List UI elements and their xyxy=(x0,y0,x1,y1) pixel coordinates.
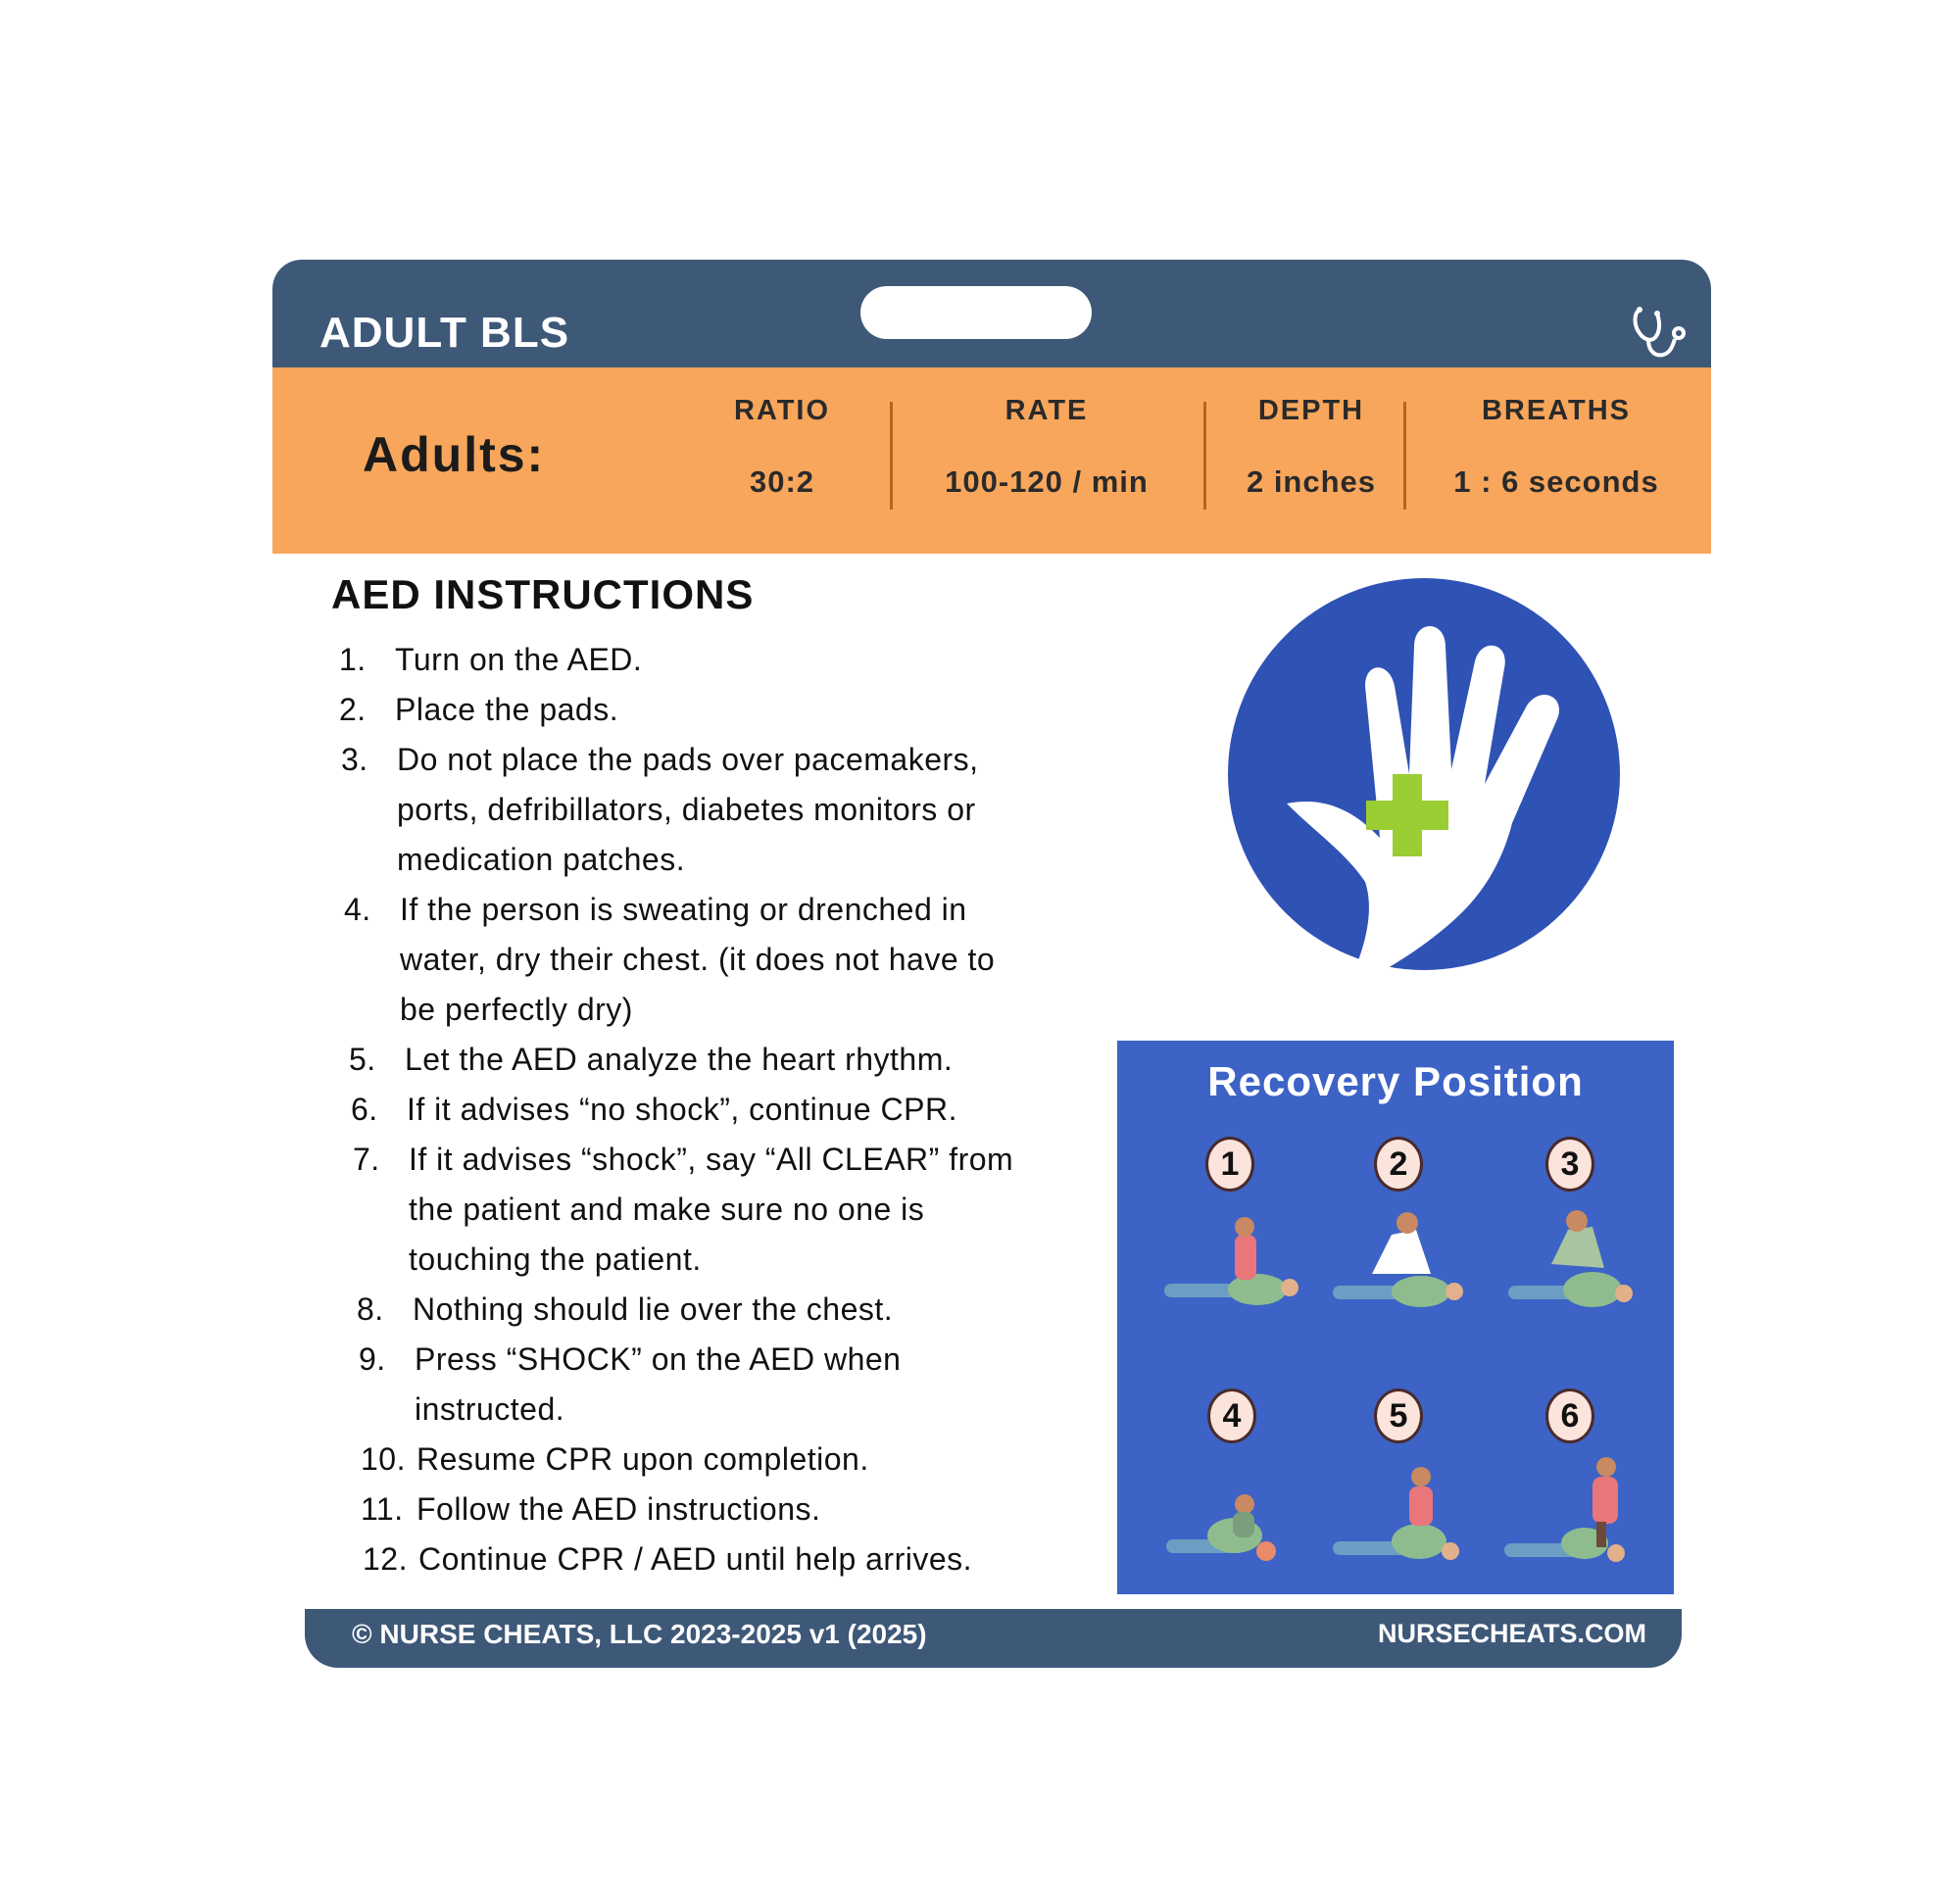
website-text: NURSECHEATS.COM xyxy=(1377,1619,1646,1648)
column-divider xyxy=(1403,402,1406,510)
aed-step-text: Place the pads. xyxy=(395,692,619,727)
aed-step-text: Let the AED analyze the heart rhythm. xyxy=(405,1042,954,1077)
adults-label: Adults: xyxy=(363,427,546,482)
depth-value: 2 inches xyxy=(1246,464,1377,499)
aed-step-text: Press “SHOCK” on the AED when xyxy=(415,1341,902,1377)
lanyard-slot xyxy=(860,286,1092,339)
cpr-summary-band xyxy=(272,367,1711,554)
aed-step-text: Turn on the AED. xyxy=(395,642,643,677)
aed-step-number: 2. xyxy=(339,692,367,727)
depth-heading: DEPTH xyxy=(1257,395,1365,426)
recovery-step-illustration xyxy=(1323,1205,1470,1323)
aed-step-text: be perfectly dry) xyxy=(400,992,633,1027)
aed-step xyxy=(361,1485,1013,1535)
aed-step-text: ports, defribillators, diabetes monitors or xyxy=(397,792,976,827)
recovery-step-5 xyxy=(1323,1388,1470,1584)
aed-step xyxy=(361,1435,1013,1485)
breaths-heading: BREATHS xyxy=(1481,395,1632,426)
aed-step-text: water, dry their chest. (it does not have to xyxy=(400,942,996,977)
step-number-badge: 2 xyxy=(1374,1137,1423,1192)
recovery-position-title: Recovery Position xyxy=(1207,1058,1584,1104)
aed-step-text: Continue CPR / AED until help arrives. xyxy=(418,1541,973,1577)
aed-step-text: If the person is sweating or drenched in xyxy=(400,892,967,927)
recovery-step-illustration xyxy=(1154,1205,1301,1323)
aed-step-text: medication patches. xyxy=(397,842,686,877)
card-footer xyxy=(305,1609,1682,1668)
aed-step xyxy=(363,1535,1013,1584)
aed-steps-list xyxy=(339,635,1013,1584)
recovery-step-illustration xyxy=(1323,1457,1470,1575)
aed-step-text: Do not place the pads over pacemakers, xyxy=(397,742,979,777)
step-number-badge: 1 xyxy=(1205,1137,1254,1192)
rate-heading: RATE xyxy=(1004,395,1089,426)
stethoscope-icon xyxy=(1630,304,1690,363)
aed-step-text: Nothing should lie over the chest. xyxy=(413,1291,894,1327)
recovery-position-panel xyxy=(1117,1041,1674,1594)
recovery-step-6 xyxy=(1494,1388,1642,1584)
aed-step xyxy=(341,735,1013,885)
aed-step-text: Resume CPR upon completion. xyxy=(416,1441,869,1477)
aed-step-number: 12. xyxy=(363,1541,408,1577)
column-divider xyxy=(1203,402,1206,510)
recovery-step-illustration xyxy=(1156,1457,1303,1575)
recovery-step-3 xyxy=(1494,1137,1642,1333)
card-title: ADULT BLS xyxy=(319,309,570,357)
breaths-value: 1 : 6 seconds xyxy=(1453,464,1659,499)
depth-column xyxy=(1213,395,1409,500)
column-divider xyxy=(890,402,893,510)
aed-step-number: 4. xyxy=(344,892,371,927)
recovery-step-2 xyxy=(1323,1137,1470,1333)
ratio-value: 30:2 xyxy=(749,464,815,499)
aed-step-text: If it advises “no shock”, continue CPR. xyxy=(407,1092,957,1127)
aed-step-number: 6. xyxy=(351,1092,378,1127)
breaths-column xyxy=(1419,395,1693,500)
aed-step xyxy=(339,685,1013,735)
aed-step-text: If it advises “shock”, say “All CLEAR” from xyxy=(409,1142,1014,1177)
rate-value: 100-120 / min xyxy=(945,464,1149,499)
recovery-step-1 xyxy=(1154,1137,1301,1333)
aed-step xyxy=(357,1285,1013,1335)
recovery-step-illustration xyxy=(1494,1457,1642,1575)
aed-step-number: 7. xyxy=(353,1142,380,1177)
aed-step xyxy=(351,1085,1013,1135)
aed-step-number: 11. xyxy=(361,1491,404,1527)
aed-step xyxy=(339,635,1013,685)
bls-card xyxy=(272,260,1711,1671)
hand-cross-logo xyxy=(1218,578,1630,990)
aed-step-number: 3. xyxy=(341,742,368,777)
step-number-badge: 6 xyxy=(1545,1388,1594,1443)
aed-step xyxy=(359,1335,1013,1435)
aed-step-number: 1. xyxy=(339,642,367,677)
ratio-heading: RATIO xyxy=(733,395,831,426)
step-number-badge: 3 xyxy=(1545,1137,1594,1192)
recovery-step-4 xyxy=(1156,1388,1303,1584)
aed-step-text: touching the patient. xyxy=(409,1242,702,1277)
aed-step-text: Follow the AED instructions. xyxy=(416,1491,821,1527)
aed-step-number: 9. xyxy=(359,1341,386,1377)
aed-step-number: 5. xyxy=(349,1042,376,1077)
recovery-step-illustration xyxy=(1494,1205,1642,1323)
aed-step-text: instructed. xyxy=(415,1391,565,1427)
aed-step-number: 10. xyxy=(361,1441,406,1477)
ratio-column xyxy=(718,395,846,500)
step-number-badge: 4 xyxy=(1207,1388,1256,1443)
copyright-text: © NURSE CHEATS, LLC 2023-2025 v1 (2025) xyxy=(352,1619,927,1649)
aed-step-number: 8. xyxy=(357,1291,384,1327)
aed-step xyxy=(349,1035,1013,1085)
rate-column xyxy=(914,395,1179,500)
aed-step xyxy=(353,1135,1013,1285)
step-number-badge: 5 xyxy=(1374,1388,1423,1443)
aed-step xyxy=(344,885,1013,1035)
aed-step-text: the patient and make sure no one is xyxy=(409,1192,925,1227)
aed-instructions-title: AED INSTRUCTIONS xyxy=(331,571,755,617)
card-header xyxy=(272,260,1711,367)
